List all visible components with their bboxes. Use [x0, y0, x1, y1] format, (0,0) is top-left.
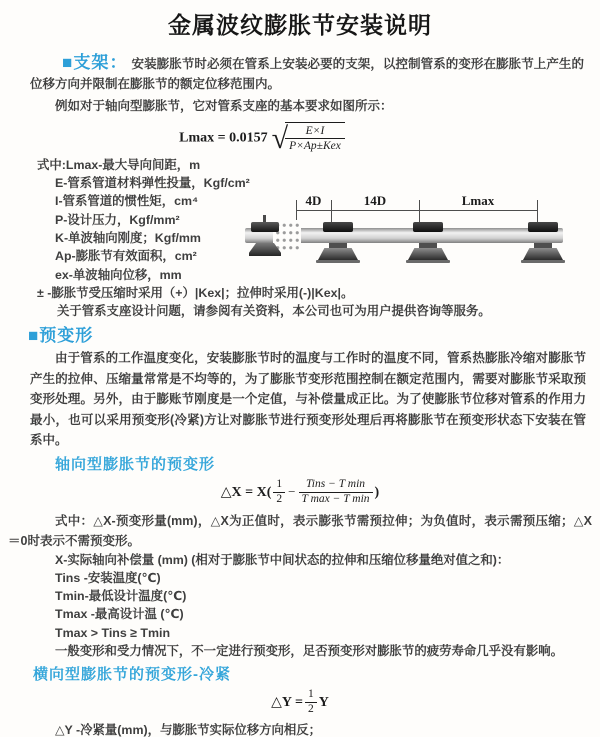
support-foot — [408, 248, 448, 260]
dimension-label-14d: 14D — [363, 193, 387, 208]
dimension-line — [296, 210, 538, 211]
predeform-paragraph: 由于管系的工作温度变化，安装膨胀节时的温度与工作时的温度不同，管系热膨胀冷缩对膨胀节产生的拉伸、压缩量常常是不均等的，为了膨胀节变形范围控制在额定范围内，需要对膨胀节采取预变形处理。另外，由于膨账节刚度是一个定值，与补偿量成正比。为了使膨胀节位移对管系的作用力最小，也可以采用预变形(冷紧)方让对膨胀节进行预变形处理后再将膨胀节在预变形状态下安装在管系中。 — [30, 351, 586, 448]
support-section-heading: ■支架： — [62, 53, 128, 72]
axial-subsection-heading: 轴向型膨胀节的预变形 — [55, 455, 216, 473]
definition-line: K-单波轴向刚度；Kgf/mm — [55, 230, 201, 245]
definition-line: I-管系管道的惯性矩，cm⁴ — [55, 194, 199, 209]
guide-support — [521, 219, 565, 263]
sqrt-symbol: √ — [271, 121, 289, 155]
fraction-numerator: 1 — [273, 478, 285, 493]
support-clamp — [413, 222, 443, 232]
support-example-line: 例如对于轴向型膨胀节，它对管系支座的基本要求如图所示： — [55, 99, 393, 113]
predeform-section-heading: ■预变形 — [28, 326, 94, 346]
lmax-formula-fraction — [285, 122, 345, 154]
support-clamp — [323, 222, 353, 232]
guide-support — [316, 219, 360, 263]
anchor-clamp — [251, 222, 279, 232]
temperature-definition-line: Tins -安装温度(℃) — [55, 570, 161, 585]
support-intro-paragraph — [30, 53, 584, 94]
definition-line: 关于管系支座设计问题，请参阅有关资料，本公司也可为用户提供咨询等服务。 — [57, 304, 491, 319]
axial-formula-close: ) — [374, 484, 380, 500]
lateral-subsection-heading: 横向型膨胀节的预变形-冷紧 — [33, 666, 231, 684]
pipe-support-diagram — [243, 192, 598, 292]
fraction-numerator: 1 — [305, 688, 317, 703]
fraction-numerator: E×I — [285, 124, 345, 139]
fraction-denominator: T max − T min — [301, 492, 370, 505]
support-base — [406, 260, 450, 263]
lateral-formula-lhs: △Y = — [271, 695, 303, 711]
minus-sign: − — [288, 484, 296, 500]
guide-support — [406, 219, 450, 263]
fraction-numerator: Tins − T min — [299, 478, 373, 493]
axial-note-paragraph: 式中：△X-预变形量(mm)，△X为正值时，表示膨张节需预拉伸；为负值时，表示需预压缩；△X＝0时表示不需预变形。 — [8, 513, 592, 548]
fraction-denominator: 2 — [276, 492, 283, 505]
support-foot — [523, 248, 563, 260]
dimension-label-4d: 4D — [305, 193, 322, 208]
one-half-fraction — [305, 688, 317, 717]
page-title: 金属波纹膨胀节安装说明 — [168, 12, 432, 38]
lateral-formula-rhs: Y — [318, 695, 329, 711]
temperature-relation-line: Tmax > Tins ≥ Tmin — [55, 625, 171, 640]
lateral-note-line: △Y -冷紧量(mm)，与膨胀节实际位移方向相反； — [55, 722, 322, 737]
axial-formula — [0, 478, 600, 507]
definition-line: Ap-膨胀节有效面积，cm² — [55, 249, 197, 264]
definition-line: 式中:Lmax-最大导向间距，m — [37, 157, 201, 172]
lmax-formula-lhs: Lmax = 0.0157 — [179, 130, 268, 146]
definition-line: P-设计压力，Kgf/mm² — [55, 212, 180, 227]
definition-line: E-管系管道材料弹性投量，Kgf/cm² — [55, 176, 250, 191]
support-intro-text: 安装膨胀节时必须在管系上安装必要的支架，以控制管系的变形在膨胀节上产生的位移方向并限制在膨胀节的额定位移范围内。 — [30, 57, 584, 91]
support-clamp — [528, 222, 558, 232]
temperature-fraction — [299, 478, 373, 507]
anchor-foot — [249, 243, 281, 256]
support-base — [316, 260, 360, 263]
support-foot — [318, 248, 358, 260]
axial-closing-note: 一般变形和受力情况下，不一定进行预变形，足否预变形对膨胀节的疲劳寿命几乎没有影响。 — [55, 644, 564, 658]
axial-formula-lhs: △X = X( — [220, 484, 272, 500]
lmax-formula — [0, 122, 524, 154]
fraction-denominator: 2 — [307, 703, 314, 716]
axial-compensation-line: X-实际轴向补偿量 (mm) (相对于膨胀节中间状态的拉伸和压缩位移量绝对值之和)： — [55, 552, 510, 567]
definition-line: ex-单波轴向位移，mm — [55, 267, 182, 282]
temperature-definition-line: Tmin-最低设计温度(℃) — [55, 589, 187, 604]
fraction-denominator: P×Ap±Kex — [289, 140, 341, 153]
dimension-label-lmax: Lmax — [461, 193, 495, 208]
one-half-fraction — [273, 478, 285, 507]
support-base — [521, 260, 565, 263]
definition-line: ± -膨胀节受压缩时采用（+）|Kex|；拉伸时采用(-)|Kex|。 — [37, 285, 354, 300]
temperature-definition-line: Tmax -最高设计温 (℃) — [55, 607, 184, 622]
lateral-formula — [0, 688, 600, 717]
fixed-anchor-support — [243, 192, 287, 262]
